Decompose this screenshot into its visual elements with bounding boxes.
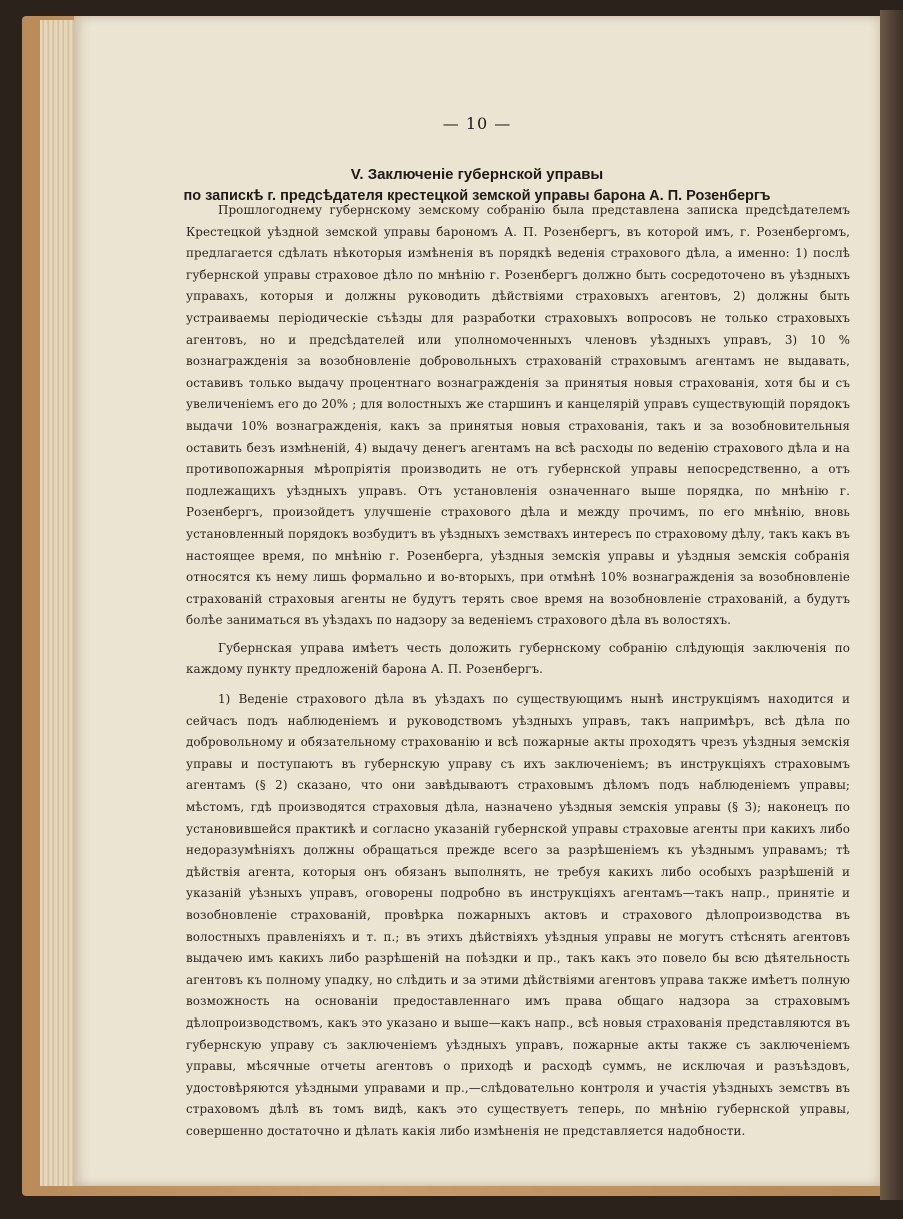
body-text [186, 200, 850, 1149]
paragraph: 1) Веденіе страхового дѣла въ уѣздахъ по существующимъ нынѣ инструкціямъ находится и сейчасъ подъ наблюденіемъ и руководствомъ уѣздныхъ управъ, такъ напримѣръ, всѣ дѣла по добровольному и обязательному страхованію и всѣ пожарные акты проходятъ чрезъ уѣздныя земскія управы и поступаютъ въ губернскую управу съ ихъ заключеніемъ; въ инструкціяхъ страховымъ агентамъ (§ 2) сказано, что они завѣдываютъ страховымъ дѣломъ подъ наблюденіемъ управы; мѣстомъ, гдѣ производятся страховыя дѣла, назначено уѣздныя земскія управы (§ 3); наконецъ по установившейся практикѣ и согласно указаній губернской управы страховые агенты при какихъ либо недоразумѣніяхъ должны обращаться прежде всего за разрѣшеніемъ къ уѣзднымъ управамъ; тѣ дѣйствія агента, которыя онъ обязанъ выполнять, не требуя какихъ либо особыхъ разрѣшеній и указаній уѣзныхъ управъ, оговорены подробно въ инструкціяхъ агентамъ—такъ напр., принятіе и возобновленіе страхованій, провѣрка пожарныхъ актовъ и страхового дѣлопроизводства въ волостныхъ правленіяхъ и т. п.; въ этихъ дѣйствіяхъ уѣздныя управы не могутъ стѣснять агентовъ выдачею имъ какихъ либо разрѣшеній на поѣздки и пр., такъ какъ это повело бы всю дѣятельность агентовъ къ полному упадку, но слѣдить и за этими дѣйствіями агентовъ управа также имѣетъ полную возможность на основаніи предоставленнаго имъ права общаго надзора за страховымъ дѣлопроизводствомъ, какъ это указано и выше—какъ напр., всѣ новыя страхованія представляются въ губернскую управу съ заключеніемъ уѣздныхъ управъ, пожарные акты также съ заключеніемъ управы, мѣсячные отчеты агентовъ о приходѣ и расходѣ суммъ, не исключая и разъѣздовъ, удостовѣряются уѣздными управами и пр.,—слѣдовательно контроля и участія уѣздныхъ земствъ въ страховомъ дѣлѣ въ томъ видѣ, какъ это существуетъ теперь, по мнѣнію губернской управы, совершенно достаточно и дѣлать какія либо измѣненія не представляется надобности. [186, 692, 850, 1138]
section-title: V. Заключеніе губернской управы [350, 166, 604, 183]
paragraph: Губернская управа имѣетъ честь доложить губернскому собранію слѣдующія заключенія по каждому пункту предложеній барона А. П. Розенбергъ. [186, 640, 850, 677]
scan-right-edge [880, 10, 903, 1200]
page-number: — 10 — [442, 114, 512, 133]
paragraph: Прошлогоднему губернскому земскому собранію была представлена записка предсѣдателемъ Крестецкой уѣздной земской управы барономъ А. П. Розенбергъ, въ которой имъ, г. Розенбергомъ, предлагается сдѣлать нѣкоторыя измѣненія въ порядкѣ веденія страхового дѣла, а именно: 1) послѣ губернской управы страховое дѣло по мнѣнію г. Розенбергъ должно быть сосредоточено въ уѣздныхъ управахъ, которыя и должны руководить дѣйствіями страховыхъ агентовъ, 2) должны быть устраиваемы періодическіе съѣзды для разработки страховыхъ вопросовъ не только страховыхъ агентовъ, но и предсѣдателей или уполномоченныхъ членовъ уѣздныхъ управъ, 3) 10 % вознагражденія за возобновленіе добровольныхъ страхованій страховымъ агентамъ не выдавать, оставивъ только выдачу процентнаго вознагражденія за принятыя новыя страхованія, хотя бы и съ увеличеніемъ его до 20% ; для волостныхъ же старшинъ и канцелярій управъ существующій порядокъ выдачи 10% вознагражденія, какъ за принятыя новыя страхованія, такъ и за возобновительныя оставить безъ измѣненій, 4) выдачу денегъ агентамъ на всѣ расходы по веденію страхового дѣла и на противопожарныя мѣропріятія производить не отъ губернской управы непосредственно, а отъ подлежащихъ уѣздныхъ управъ. Отъ установленія означеннаго выше порядка, по мнѣнію г. Розенбергъ, произойдетъ улучшеніе страхового дѣла и между прочимъ, по его мнѣнію, вновь установленный порядокъ возбудитъ въ уѣздныхъ земствахъ интересъ по страховому дѣлу, такъ какъ въ настоящее время, по мнѣнію г. Розенберга, уѣздныя земскія управы и уѣздныя земскія собранія относятся къ нему лишь формально и во-вторыхъ, при отмѣнѣ 10% вознагражденія за возобновленіе страхованій страховыя агенты не будутъ терять свое время на возобновленіе страхованій, а будутъ болѣе заниматься въ уѣздахъ по надзору за веденіемъ страхового дѣла въ волостяхъ. [186, 203, 850, 628]
section-subtitle: по запискѣ г. предсѣдателя крестецкой земской управы барона А. П. Розенбергъ [183, 188, 771, 204]
